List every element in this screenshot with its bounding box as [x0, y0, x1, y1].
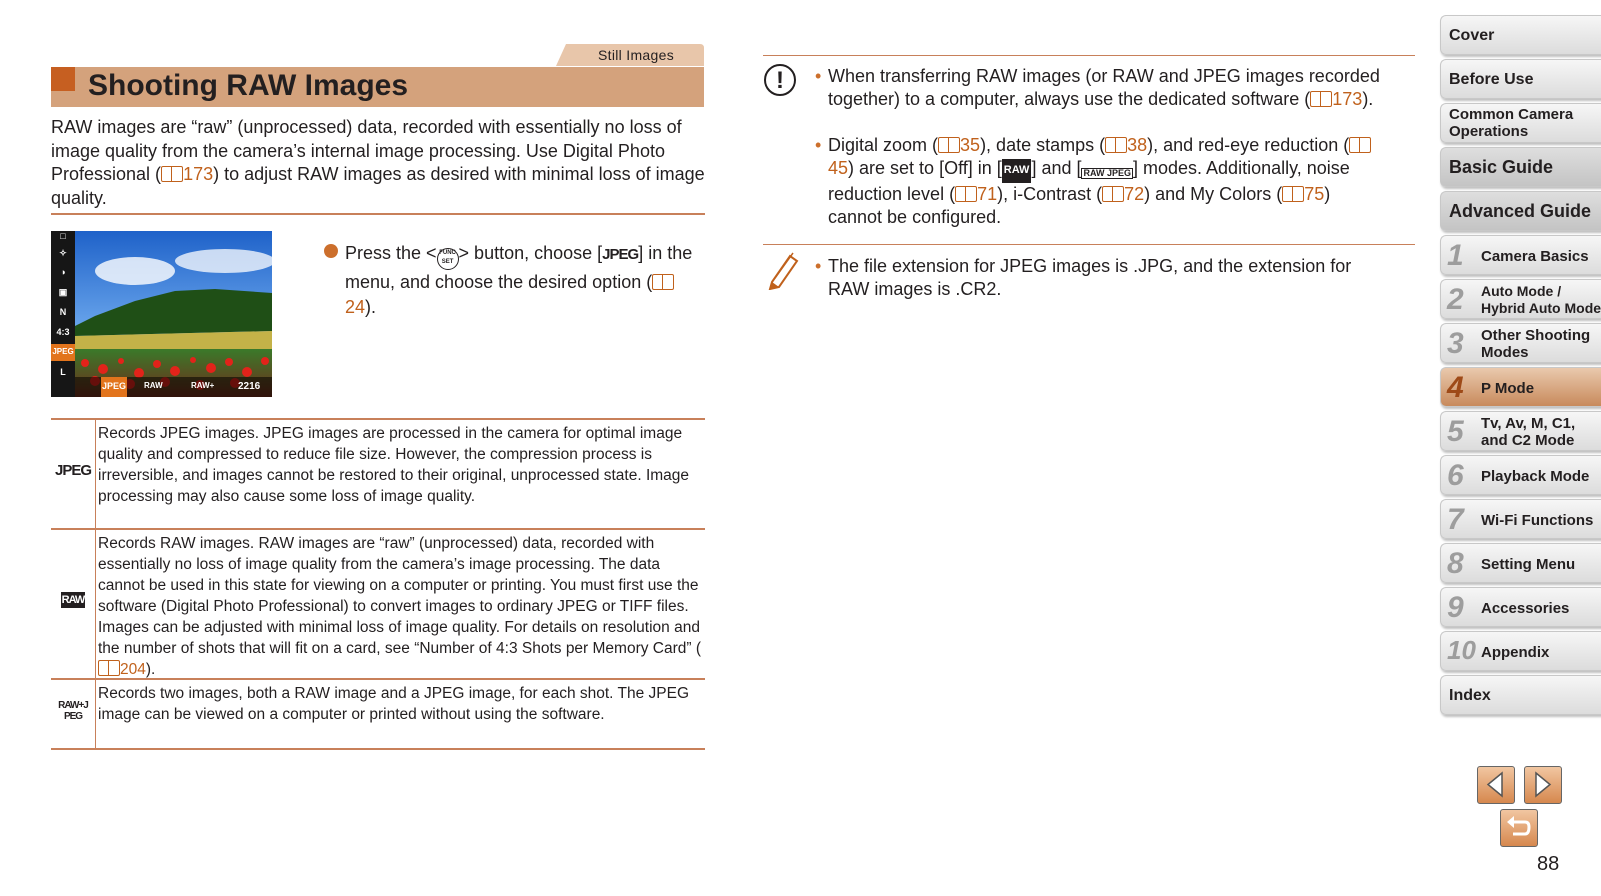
- jpeg-icon: JPEG: [54, 462, 92, 479]
- nav-chapter-3[interactable]: 3 Other Shooting Modes: [1440, 323, 1601, 363]
- nav-chapter-4[interactable]: 4 P Mode: [1440, 367, 1601, 407]
- nav-chapter-6[interactable]: 6 Playback Mode: [1440, 455, 1601, 495]
- arrow-left-icon: [1478, 767, 1513, 802]
- nav-basic-guide[interactable]: Basic Guide: [1440, 147, 1601, 187]
- page-ref-link[interactable]: 173: [183, 164, 214, 184]
- camera-shot-count: 2216: [238, 381, 261, 392]
- camera-menu-item: ◑: [60, 267, 66, 277]
- jpeg-icon: JPEG: [602, 246, 639, 263]
- camera-menu-item: 4:3: [56, 327, 70, 337]
- step-instruction: Press the < FUNC SET > button, choose [JPEG] in the menu, and choose the desired option (24).: [345, 243, 693, 317]
- nav-advanced-guide[interactable]: Advanced Guide: [1440, 191, 1601, 231]
- table-row-text: Records RAW images. RAW images are “raw” (unprocessed) data, recorded with essentially no loss of image quality from the camera’s image processing. The data cannot be used in this state for viewing on a computer or printing. You must first use the software (Digital Photo Professional) to convert images to ordinary JPEG or TIFF files. Images can be adjusted with minimal loss of image quality. For details on resolution and the number of shots that will fit on a card, see “Number of 4:3 Shots per Memory Card” (204).: [98, 535, 702, 678]
- page-ref-link[interactable]: 38: [1127, 135, 1148, 155]
- arrow-right-icon: [1525, 767, 1560, 802]
- nav-chapter-8[interactable]: 8 Setting Menu: [1440, 543, 1601, 583]
- nav-cover[interactable]: Cover: [1440, 15, 1601, 55]
- nav-chapter-5[interactable]: 5 Tv, Av, M, C1, and C2 Mode: [1440, 411, 1601, 451]
- caution-bullet-1: When transferring RAW images (or RAW and JPEG images recorded together) to a computer, always use the dedicated software ( 173).: [828, 66, 1380, 110]
- camera-screen-image: [51, 231, 272, 397]
- nav-chapter-1[interactable]: 1 Camera Basics: [1440, 235, 1601, 275]
- step-bullet: [324, 244, 338, 258]
- raw-icon: RAW: [61, 594, 85, 606]
- camera-option: RAW: [144, 381, 163, 390]
- camera-menu-item: □: [60, 231, 66, 241]
- page-number: 88: [1537, 853, 1560, 875]
- next-page-button[interactable]: [1524, 766, 1562, 804]
- page-ref-link[interactable]: 173: [1332, 89, 1363, 110]
- raw-jpeg-icon: RAW+JPEG: [58, 700, 88, 722]
- camera-option: JPEG: [101, 381, 126, 391]
- camera-menu-item: L: [60, 367, 66, 377]
- nav-common-camera-operations[interactable]: Common Camera Operations: [1440, 103, 1601, 143]
- table-row: [51, 528, 705, 680]
- page-title: Shooting RAW Images: [88, 69, 409, 102]
- nav-chapter-10[interactable]: 10 Appendix: [1440, 631, 1601, 671]
- nav-index[interactable]: Index: [1440, 675, 1601, 715]
- page-ref-link[interactable]: 24: [345, 296, 366, 317]
- raw-jpeg-icon: RAW JPEG: [1083, 168, 1131, 179]
- book-icon: [1102, 186, 1124, 202]
- nav-chapter-9[interactable]: 9 Accessories: [1440, 587, 1601, 627]
- return-icon: [1501, 810, 1536, 845]
- bullet: •: [815, 256, 822, 276]
- page-ref-link[interactable]: 35: [960, 135, 981, 155]
- section-tag-label: Still Images: [598, 47, 674, 63]
- table-row-text: Records JPEG images. JPEG images are processed in the camera for optimal image quality and compressed to reduce file size. However, the compression process is irreversible, and images cannot be restored to their original, unprocessed state. Image processing may also cause some loss of image quality.: [98, 425, 690, 505]
- raw-icon: RAW: [1002, 159, 1032, 182]
- divider: [763, 244, 1415, 245]
- camera-menu-item: N: [59, 307, 67, 317]
- camera-menu-item: JPEG: [52, 347, 74, 356]
- book-icon: [161, 166, 183, 182]
- nav-chapter-2[interactable]: 2 Auto Mode / Hybrid Auto Mode: [1440, 279, 1601, 319]
- nav-before-use[interactable]: Before Use: [1440, 59, 1601, 99]
- book-icon: [1349, 137, 1371, 153]
- nav-chapter-7[interactable]: 7 Wi-Fi Functions: [1440, 499, 1601, 539]
- camera-menu-item: ▣: [58, 287, 68, 297]
- book-icon: [1105, 137, 1127, 153]
- bullet: •: [815, 66, 822, 86]
- page-ref-link[interactable]: 72: [1124, 183, 1145, 204]
- book-icon: [652, 274, 674, 290]
- page-ref-link[interactable]: 204: [120, 661, 146, 678]
- note-text: The file extension for JPEG images is .JPG, and the extension for RAW images is .CR2.: [828, 256, 1352, 300]
- prev-page-button[interactable]: [1477, 766, 1515, 804]
- camera-option: RAW+: [191, 381, 215, 390]
- book-icon: [98, 660, 120, 676]
- page-ref-link[interactable]: 75: [1304, 183, 1325, 204]
- landscape-photo: [75, 231, 272, 397]
- title-marker: [51, 67, 75, 91]
- page-ref-link[interactable]: 71: [977, 183, 998, 204]
- table-row: [51, 418, 705, 530]
- book-icon: [938, 137, 960, 153]
- bullet: •: [815, 135, 822, 155]
- book-icon: [1310, 91, 1332, 107]
- caution-bullet-2: Digital zoom ( 35), date stamps ( 38), and red-eye reduction (45) are set to [Off] in [ RAW ] and [ RAW JPEG ] modes. Additionally, noise reduction level ( 71), i-Contrast ( 72) and My Colors ( 75) cannot be configured.: [828, 134, 1388, 229]
- book-icon: [955, 186, 977, 202]
- intro-paragraph: RAW images are “raw” (unprocessed) data, recorded with essentially no loss of image quality from the camera’s internal image processing. Use Digital Photo Professional ( 173) to adjust RAW images as desired with minimal loss of image quality.: [51, 117, 705, 208]
- pencil-icon: [764, 250, 800, 290]
- page-ref-link[interactable]: 45: [828, 158, 849, 179]
- divider: [763, 55, 1415, 56]
- book-icon: [1282, 186, 1304, 202]
- func-set-icon: FUNC SET: [437, 248, 459, 270]
- camera-menu-item: ✧: [59, 248, 67, 258]
- table-row: [51, 678, 705, 750]
- caution-icon: !: [764, 64, 796, 96]
- table-row-text: Records two images, both a RAW image and a JPEG image, for each shot. The JPEG image can be viewed on a computer or printed without using the software.: [98, 685, 689, 723]
- return-button[interactable]: [1500, 809, 1538, 847]
- divider: [51, 213, 705, 215]
